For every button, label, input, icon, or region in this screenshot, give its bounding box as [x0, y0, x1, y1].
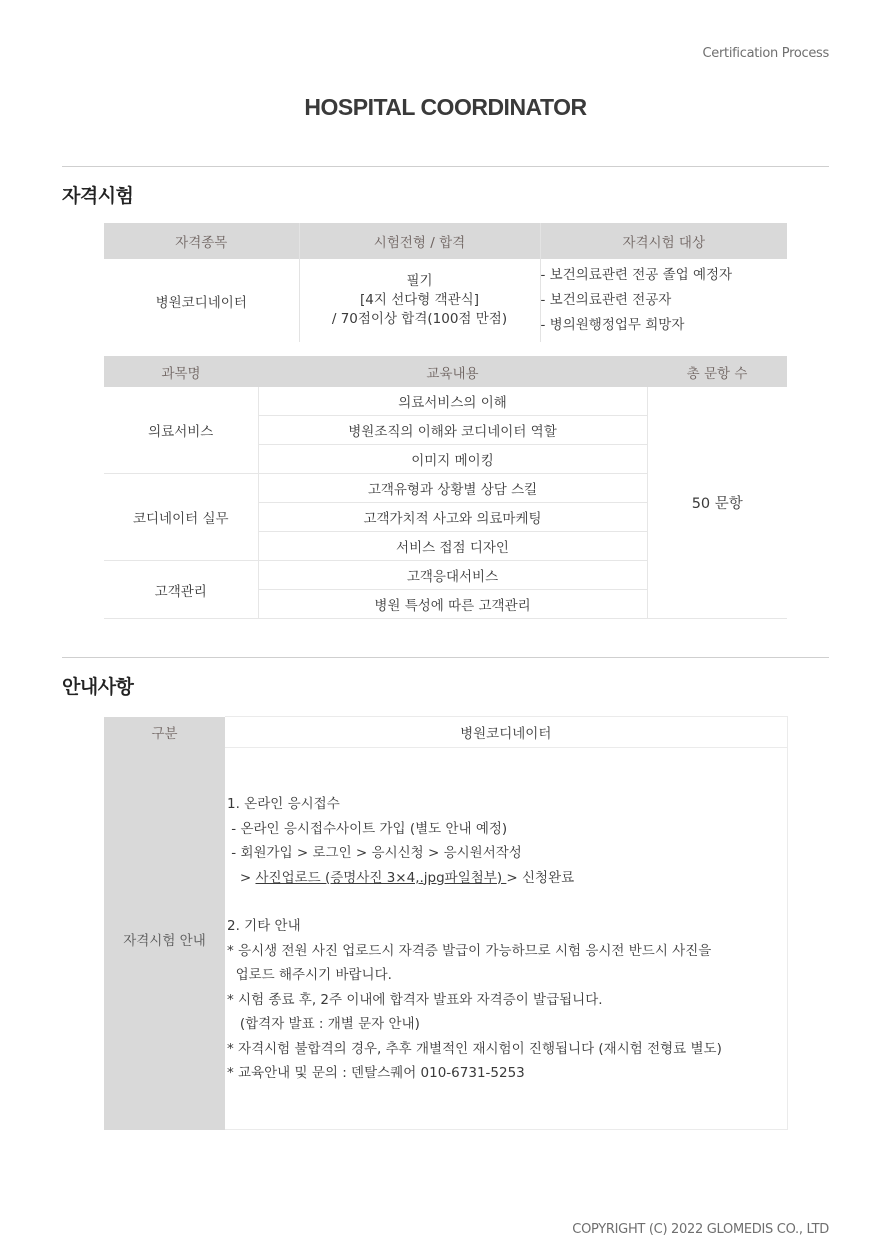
guide-line: * 시험 종료 후, 2주 이내에 합격자 발표와 자격증이 발급됩니다.	[227, 991, 603, 1008]
eligibility-item: - 보건의료관련 전공 졸업 예정자	[540, 267, 733, 283]
guide-line-prefix: >	[227, 869, 256, 886]
exam-format-line: 필기	[406, 273, 433, 289]
subject-content: 고객응대서비스	[258, 561, 647, 590]
photo-upload-link[interactable]: 사진업로드 (증명사진 3×4,.jpg파일첨부)	[255, 869, 507, 886]
column-header: 시험전형 / 합격	[299, 223, 540, 259]
column-header: 자격종목	[104, 223, 299, 259]
guide-line: * 자격시험 불합격의 경우, 추후 개별적인 재시험이 진행됩니다 (재시험 전형료 별도)	[227, 1040, 722, 1057]
page-title: HOSPITAL COORDINATOR	[304, 94, 587, 120]
section-label: Certification Process	[702, 46, 829, 61]
subject-name: 코디네이터 실무	[104, 474, 258, 561]
guide-line-suffix: > 신청완료	[506, 869, 575, 886]
qualification-cell	[104, 259, 299, 342]
column-header: 총 문항 수	[647, 356, 787, 387]
guide-line: * 응시생 전원 사진 업로드시 자격증 발급이 가능하므로 시험 응시전 반드시 사진을	[227, 942, 712, 959]
column-header: 자격시험 대상	[540, 223, 787, 259]
divider	[62, 657, 829, 658]
guide-line: 업로드 해주시기 바랍니다.	[227, 967, 392, 983]
guide-item-title: 2. 기타 안내	[227, 918, 301, 934]
copyright-text: COPYRIGHT (C) 2022 GLOMEDIS CO., LTD	[572, 1222, 829, 1237]
subject-content: 이미지 메이킹	[258, 445, 647, 474]
subject-content: 고객가치적 사고와 의료마케팅	[258, 503, 647, 532]
guide-item-title: 1. 온라인 응시접수	[227, 796, 340, 812]
subject-content: 고객유형과 상황별 상담 스킬	[258, 474, 647, 503]
guide-content	[225, 748, 787, 1130]
eligibility-item: - 보건의료관련 전공자	[540, 292, 672, 308]
total-questions: 50 문항	[647, 387, 787, 619]
exam-format-line: / 70점이상 합격(100점 만점)	[331, 311, 508, 327]
subject-name: 의료서비스	[104, 387, 258, 474]
row-label: 자격시험 안내	[104, 748, 225, 1130]
divider	[62, 166, 829, 167]
guide-line: * 교육안내 및 문의 : 덴탈스퀘어 010-6731-5253	[227, 1065, 525, 1081]
exam-format-line: [4지 선다형 객관식]	[360, 292, 479, 308]
subject-content: 의료서비스의 이해	[258, 387, 647, 416]
guide-section-heading: 안내사항	[62, 676, 134, 698]
qualification-name: 병원코디네이터	[155, 294, 247, 311]
subjects-table	[104, 356, 787, 619]
guide-line: - 회원가입 > 로그인 > 응시신청 > 응시원서작성	[227, 845, 522, 861]
column-header: 구분	[104, 717, 225, 748]
eligibility-item: - 병의원행정업무 희망자	[540, 317, 685, 333]
guide-line	[227, 866, 787, 891]
column-header: 과목명	[104, 356, 258, 387]
subject-content: 병원 특성에 따른 고객관리	[258, 590, 647, 619]
column-header: 교육내용	[258, 356, 647, 387]
guide-line: - 온라인 응시접수사이트 가입 (별도 안내 예정)	[227, 820, 508, 837]
guide-line: (합격자 발표 : 개별 문자 안내)	[227, 1016, 420, 1032]
subject-content: 서비스 접점 디자인	[258, 532, 647, 561]
exam-overview-table	[104, 223, 787, 342]
subject-name: 고객관리	[104, 561, 258, 619]
exam-section-heading: 자격시험	[62, 185, 134, 207]
eligibility-cell	[540, 259, 787, 342]
subject-content: 병원조직의 이해와 코디네이터 역할	[258, 416, 647, 445]
guide-table	[104, 716, 788, 1130]
column-header: 병원코디네이터	[225, 717, 787, 748]
table-row	[104, 387, 787, 416]
exam-format-cell	[299, 259, 540, 342]
